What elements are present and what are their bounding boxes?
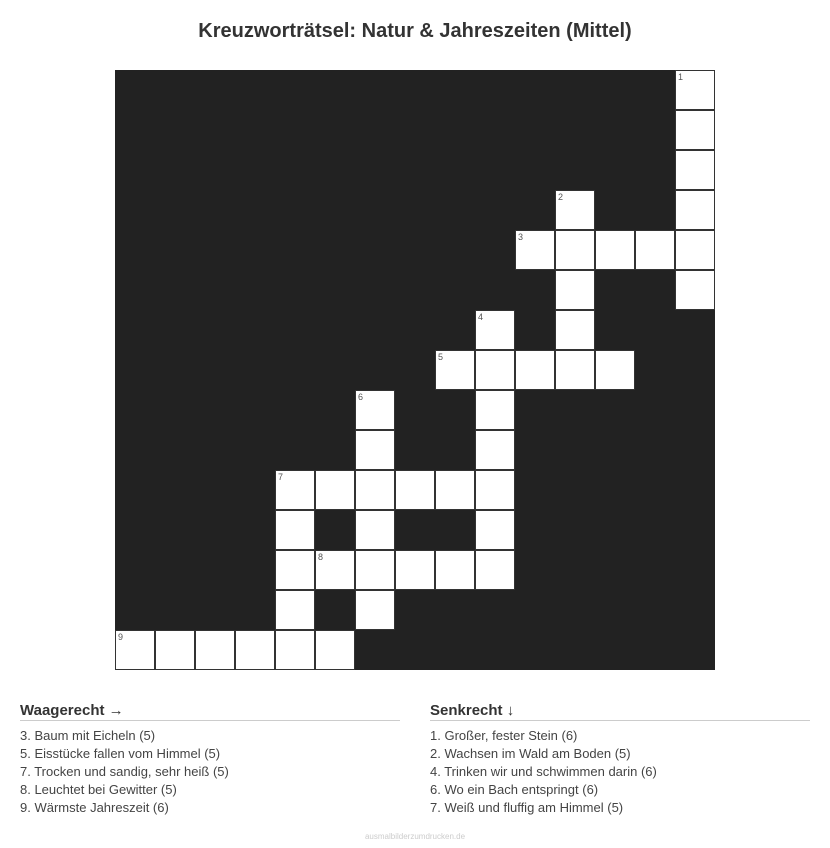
grid-cell[interactable] xyxy=(515,230,555,270)
grid-cell[interactable] xyxy=(435,470,475,510)
down-heading: Senkrecht ↓ xyxy=(430,702,810,721)
down-clues xyxy=(430,702,810,817)
clue-number: 2 xyxy=(558,192,564,202)
grid-cell[interactable] xyxy=(675,70,715,110)
grid-cell[interactable] xyxy=(595,350,635,390)
grid-cell[interactable] xyxy=(475,310,515,350)
grid-cell[interactable] xyxy=(115,630,155,670)
across-clue: 8. Leuchtet bei Gewitter (5) xyxy=(20,782,177,797)
grid-cell[interactable] xyxy=(355,590,395,630)
grid-cell[interactable] xyxy=(555,190,595,230)
clue-number: 9 xyxy=(118,632,124,642)
crossword-grid xyxy=(115,70,715,670)
down-clue: 2. Wachsen im Wald am Boden (5) xyxy=(430,746,631,761)
across-heading: Waagerecht → xyxy=(20,702,400,721)
down-clue: 4. Trinken wir und schwimmen darin (6) xyxy=(430,764,657,779)
grid-cell[interactable] xyxy=(475,510,515,550)
grid-cell[interactable] xyxy=(435,550,475,590)
clue-number: 8 xyxy=(318,552,324,562)
clue-number: 1 xyxy=(678,72,684,82)
down-clue: 1. Großer, fester Stein (6) xyxy=(430,728,578,743)
grid-cell[interactable] xyxy=(235,630,275,670)
grid-cell[interactable] xyxy=(315,470,355,510)
grid-cell[interactable] xyxy=(595,230,635,270)
grid-cell[interactable] xyxy=(355,470,395,510)
grid-cell[interactable] xyxy=(195,630,235,670)
grid-cell[interactable] xyxy=(475,350,515,390)
clue-number: 5 xyxy=(438,352,444,362)
grid-cell[interactable] xyxy=(435,350,475,390)
across-clue: 3. Baum mit Eicheln (5) xyxy=(20,728,156,743)
grid-cell[interactable] xyxy=(355,510,395,550)
grid-cell[interactable] xyxy=(675,270,715,310)
grid-cell[interactable] xyxy=(675,230,715,270)
across-clue: 5. Eisstücke fallen vom Himmel (5) xyxy=(20,746,221,761)
grid-cell[interactable] xyxy=(315,630,355,670)
grid-cell[interactable] xyxy=(675,190,715,230)
grid-cell[interactable] xyxy=(555,310,595,350)
grid-cell[interactable] xyxy=(675,110,715,150)
grid-cell[interactable] xyxy=(675,150,715,190)
grid-cell[interactable] xyxy=(475,550,515,590)
grid-cell[interactable] xyxy=(275,470,315,510)
grid-cell[interactable] xyxy=(555,230,595,270)
grid-cell[interactable] xyxy=(475,470,515,510)
grid-cell[interactable] xyxy=(355,550,395,590)
grid-cell[interactable] xyxy=(275,550,315,590)
across-clue: 7. Trocken und sandig, sehr heiß (5) xyxy=(20,764,229,779)
grid-cell[interactable] xyxy=(275,590,315,630)
grid-cell[interactable] xyxy=(555,270,595,310)
grid-cell[interactable] xyxy=(315,550,355,590)
grid-cell[interactable] xyxy=(395,470,435,510)
grid-cell[interactable] xyxy=(515,350,555,390)
across-clues xyxy=(20,702,400,817)
grid-cell[interactable] xyxy=(275,510,315,550)
grid-cell[interactable] xyxy=(555,350,595,390)
grid-cell[interactable] xyxy=(635,230,675,270)
grid-cell[interactable] xyxy=(475,390,515,430)
clue-number: 7 xyxy=(278,472,284,482)
across-clue: 9. Wärmste Jahreszeit (6) xyxy=(20,800,169,815)
down-clue: 7. Weiß und fluffig am Himmel (5) xyxy=(430,800,624,815)
grid-cell[interactable] xyxy=(275,630,315,670)
grid-cell[interactable] xyxy=(395,550,435,590)
grid-cell[interactable] xyxy=(355,390,395,430)
grid-cell[interactable] xyxy=(155,630,195,670)
down-clue: 6. Wo ein Bach entspringt (6) xyxy=(430,782,599,797)
page-title: Kreuzworträtsel: Natur & Jahreszeiten (Mittel) xyxy=(198,20,632,42)
grid-cell[interactable] xyxy=(355,430,395,470)
clue-number: 3 xyxy=(518,232,524,242)
clue-number: 6 xyxy=(358,392,364,402)
clue-number: 4 xyxy=(478,312,484,322)
footer-credit: ausmalbilderzumdrucken.de xyxy=(364,832,466,841)
grid-cell[interactable] xyxy=(475,430,515,470)
